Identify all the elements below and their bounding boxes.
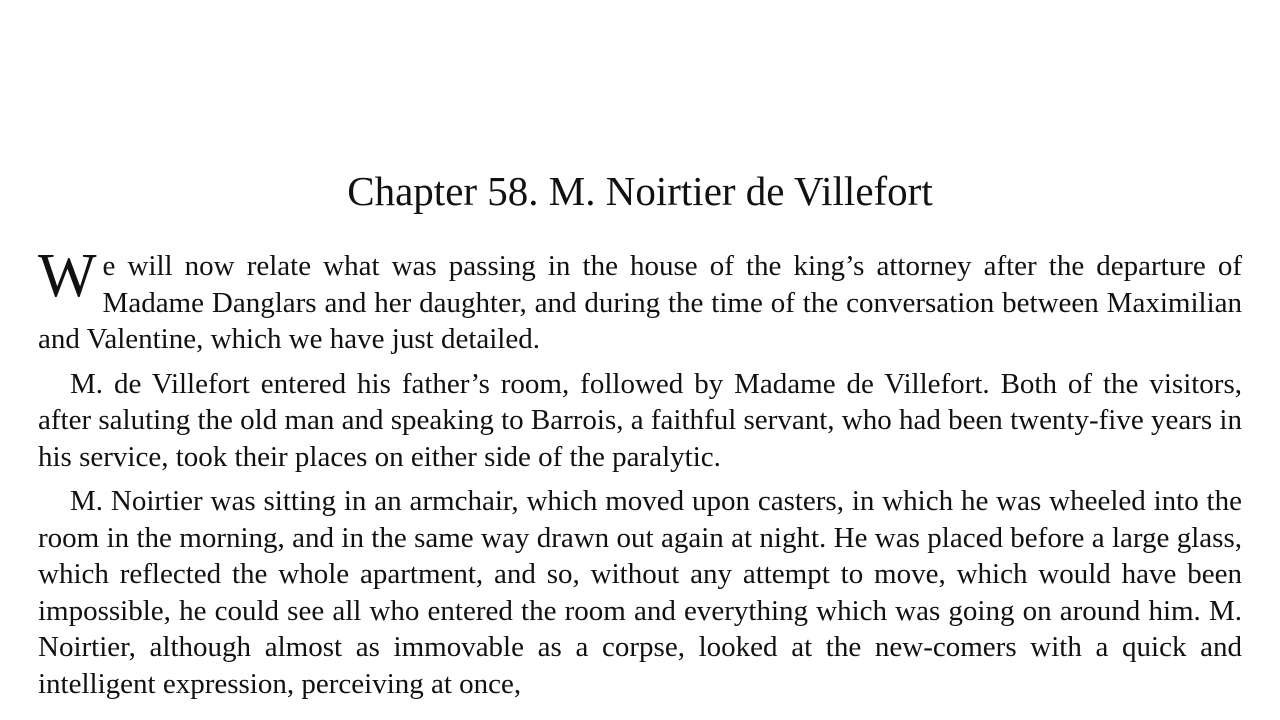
chapter-title: Chapter 58. M. Noirtier de Villefort — [347, 168, 933, 214]
chapter-body — [38, 242, 1242, 710]
drop-cap-letter: W — [38, 242, 97, 310]
paragraph-1-text: e will now relate what was passing in the house of the king’s attorney after the departure of Madame Danglars and her daughter, and during the time of the conversation between Maximilian and Valentine, which we have just detailed. — [38, 250, 1242, 355]
paragraph-1 — [38, 242, 1242, 358]
paragraph-2: M. de Villefort entered his father’s room, followed by Madame de Villefort. Both of the visitors, after saluting the old man and speaking to Barrois, a faithful servant, who had been twenty-five years in his service, took their places on either side of the paralytic. — [38, 367, 1242, 473]
paragraph-3: M. Noirtier was sitting in an armchair, which moved upon casters, in which he was wheeled into the room in the morning, and in the same way drawn out again at night. He was placed before a large glass, which reflected the whole apartment, and so, without any attempt to move, which would have been impossible, he could see all who entered the room and everything which was going on around him. M. Noirtier, although almost as immovable as a corpse, looked at the new-comers with a quick and intelligent expression, perceiving at once, — [38, 485, 1242, 700]
